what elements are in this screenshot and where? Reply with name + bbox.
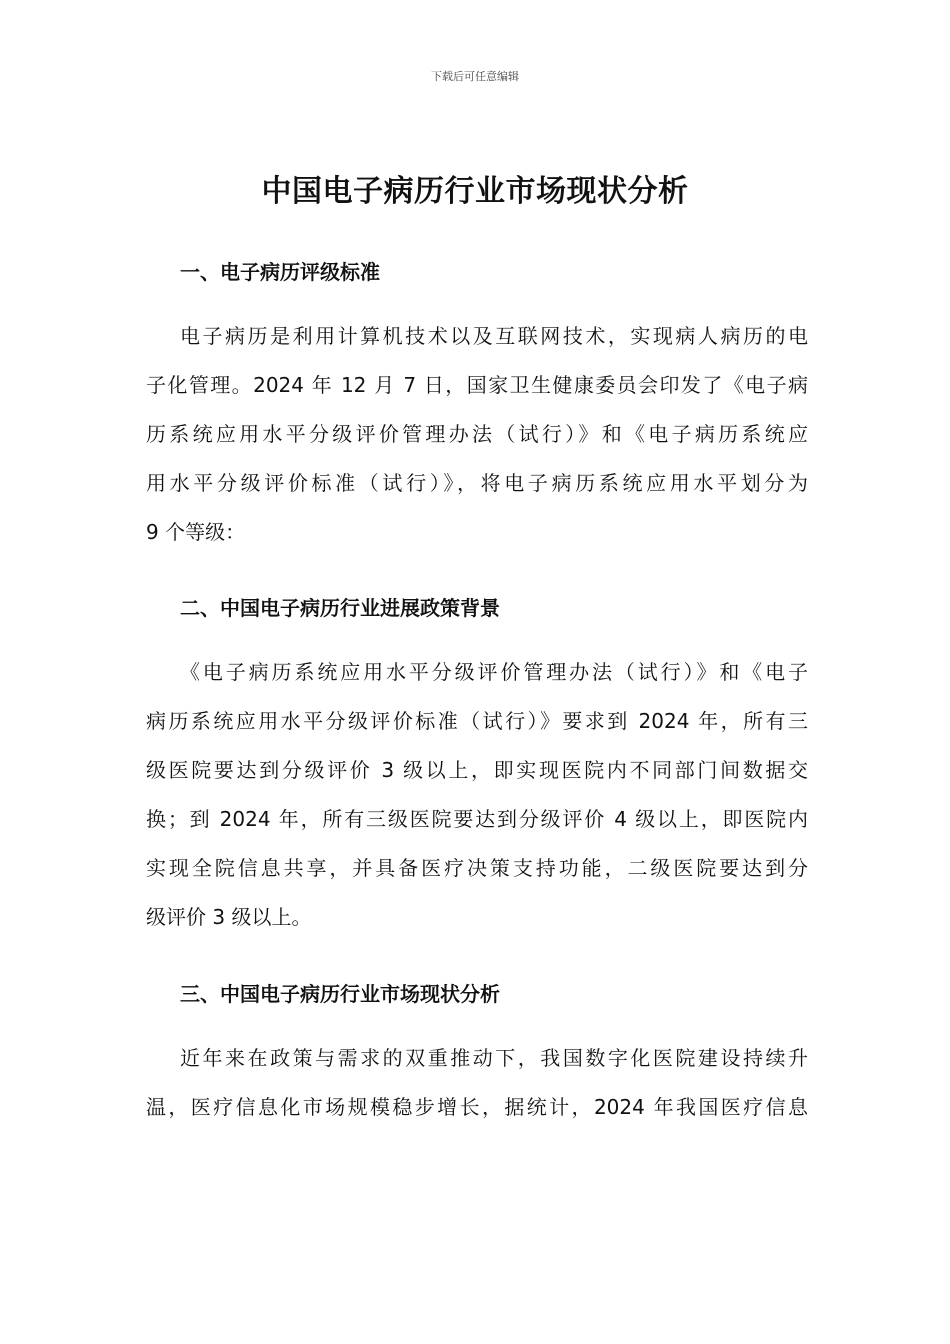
section-paragraph-3 <box>146 1034 808 1132</box>
section-paragraph-2 <box>146 648 808 942</box>
paragraph-line: 近年来在政策与需求的双重推动下，我国数字化医院建设持续升 <box>180 1046 808 1070</box>
paragraph-line: 《电子病历系统应用水平分级评价管理办法（试行）》和《电子 <box>180 660 808 684</box>
paragraph-line: 子化管理。2024 年 12 月 7 日，国家卫生健康委员会印发了《电子病 <box>146 373 808 397</box>
section-heading-2: 二、中国电子病历行业进展政策背景 <box>180 596 500 620</box>
paragraph-line: 级评价 3 级以上。 <box>146 905 312 929</box>
section-paragraph-1 <box>146 312 808 557</box>
paragraph-line: 9 个等级： <box>146 520 246 544</box>
section-heading-3: 三、中国电子病历行业市场现状分析 <box>180 982 500 1006</box>
paragraph-line: 病历系统应用水平分级评价标准（试行）》要求到 2024 年，所有三 <box>146 709 808 733</box>
paragraph-line: 历系统应用水平分级评价管理办法（试行）》和《电子病历系统应 <box>146 422 808 446</box>
paragraph-line: 换；到 2024 年，所有三级医院要达到分级评价 4 级以上，即医院内 <box>146 807 808 831</box>
header-note: 下载后可任意编辑 <box>431 70 519 83</box>
document-title: 中国电子病历行业市场现状分析 <box>261 174 689 209</box>
section-heading-1: 一、电子病历评级标准 <box>180 260 380 284</box>
paragraph-line: 电子病历是利用计算机技术以及互联网技术，实现病人病历的电 <box>180 324 808 348</box>
paragraph-line: 级医院要达到分级评价 3 级以上，即实现医院内不同部门间数据交 <box>146 758 808 782</box>
paragraph-line: 温，医疗信息化市场规模稳步增长，据统计，2024 年我国医疗信息 <box>146 1095 808 1119</box>
paragraph-line: 实现全院信息共享，并具备医疗决策支持功能，二级医院要达到分 <box>146 856 808 880</box>
paragraph-line: 用水平分级评价标准（试行）》，将电子病历系统应用水平划分为 <box>146 471 808 495</box>
